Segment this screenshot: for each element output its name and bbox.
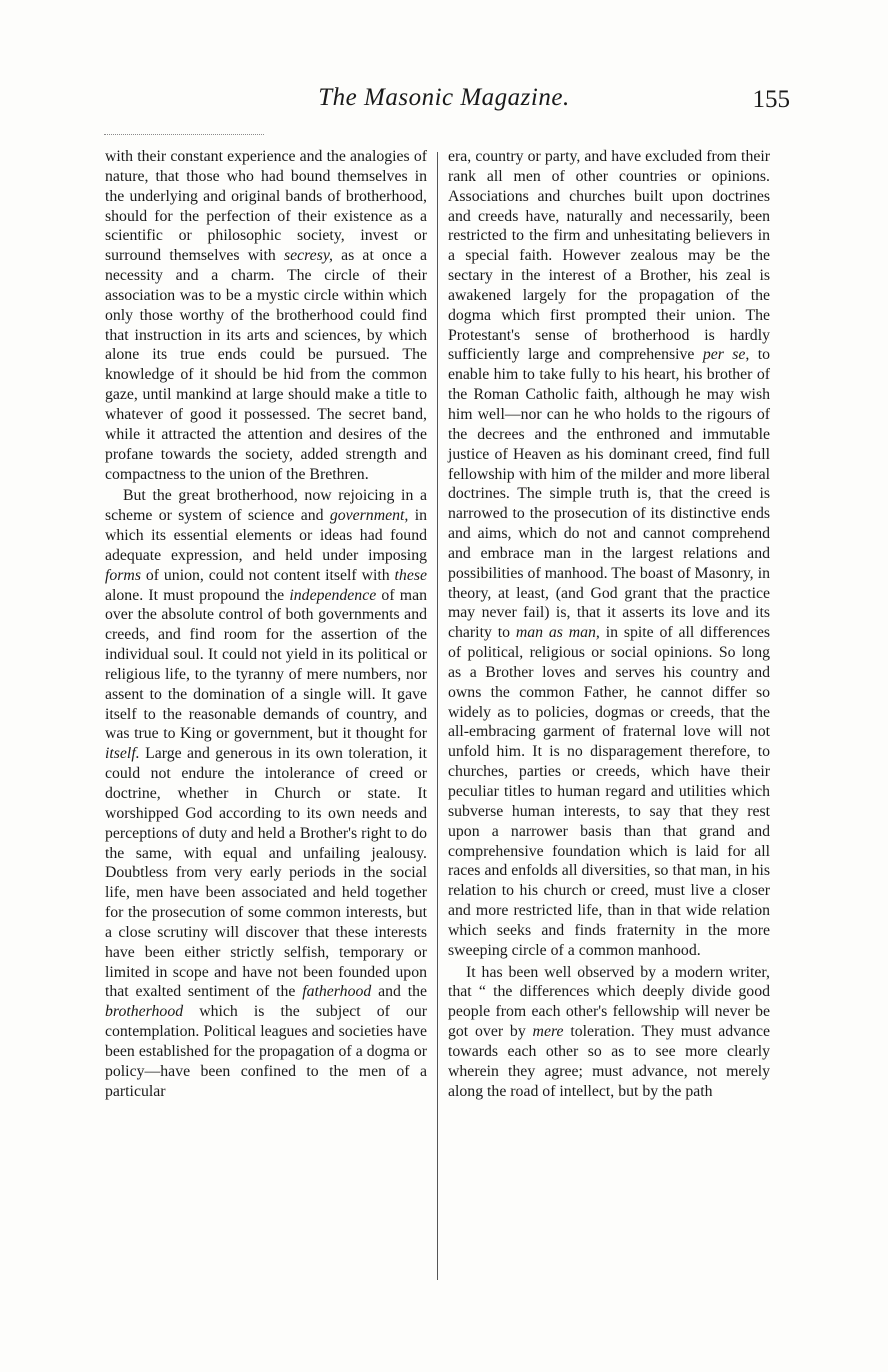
italic-text: fatherhood xyxy=(302,983,372,1001)
text-run: alone. It must propound the xyxy=(105,586,290,604)
paragraph xyxy=(105,147,427,484)
header-rule xyxy=(104,134,264,135)
italic-text: itself. xyxy=(105,745,140,763)
paragraph xyxy=(448,963,770,1102)
running-title: The Masonic Magazine. xyxy=(318,84,570,111)
left-column xyxy=(105,147,427,1102)
text-run: toleration. They must advance towards each other so as to see more clearly wherein they agree; must advance, not merely along the road of intellect, but by the path xyxy=(448,1023,770,1100)
column-divider xyxy=(437,152,438,1280)
italic-text: these xyxy=(394,566,427,584)
text-run: Large and generous in its own toleration, it could not endure the intolerance of creed or doctrine, whether in Church or state. It worshipped God according to its own needs and perceptions of duty and held a Brother's right to do the same, with equal and unfailing jealousy. Doubtless from very early periods in the social life, men have been associated and held together for the prosecution of some common interests, but a close scrutiny will discover that these interests have been either strictly selfish, temporary or limited in scope and have not been founded upon that exalted sentiment of the xyxy=(105,745,427,1001)
paragraph xyxy=(448,147,770,961)
text-run: era, country or party, and have excluded from their rank all men of other countries or opinions. Associations and churches built upon doctrines and creeds have, naturally and necessarily, been restricted to the firm and unhesitating believers in a special faith. However zealous may be the sectary in the interest of a Brother, his zeal is awakened largely for the propagation of the dogma which first prompted their union. The Protestant's sense of brotherhood is hardly sufficiently large and comprehensive xyxy=(448,148,770,364)
italic-text: government, xyxy=(329,507,409,525)
text-run: in spite of all differences of political, religious or social opinions. So long as a Brother loves and serves his country and owns the common Father, he cannot differ so widely as to policies, dogmas or creeds, that the all-embracing garment of fraternal love will not unfold him. It is no disparagement therefore, to churches, parties or creeds, which have their peculiar titles to human regard and utilities which subverse human interests, to say that they rest upon a narrower basis than that grand and comprehensive foundation which is laid for all races and enfolds all diversities, so that man, in his relation to his church or creed, must live a closer and more restricted life, than in that wide relation which seeks and finds fraternity in the more sweeping circle of a common manhood. xyxy=(448,624,770,959)
italic-text: per se, xyxy=(702,346,750,364)
page-header xyxy=(0,84,888,124)
text-run: and the xyxy=(371,983,427,1001)
text-run: with their constant experience and the analogies of nature, that those who had bound themselves in the underlying and original bands of brotherhood, should for the perfection of their existence as a scientific or philosophic society, invest or surround themselves with xyxy=(105,148,427,265)
text-run: of union, could not content itself with xyxy=(141,566,395,584)
right-column xyxy=(448,147,770,1102)
text-run: which is the subject of our contemplation. Political leagues and societies have been established for the propagation of a dogma or policy—have been confined to the men of a particular xyxy=(105,1003,427,1100)
italic-text: independence xyxy=(289,586,377,604)
italic-text: forms xyxy=(105,566,141,584)
italic-text: secresy, xyxy=(283,247,333,265)
page-number: 155 xyxy=(752,86,790,113)
text-run: But the great brotherhood, now rejoicing in a scheme or system of science and xyxy=(105,487,427,525)
text-run: of man over the absolute control of both governments and creeds, and find room for the assertion of the individual soul. It could not yield in its political or religious life, to the tyranny of mere numbers, nor assent to the domination of a single will. It gave itself to the reasonable demands of country, and was true to King or government, but it thought for xyxy=(105,586,427,743)
text-run: to enable him to take fully to his heart, his brother of the Roman Catholic faith, although he may wish him well—nor can he who holds to the rigours of the decrees and the enthroned and immutable justice of Heaven as his dominant creed, find full fellowship with him of the milder and more liberal doctrines. The simple truth is, that the creed is narrowed to the prosecution of its distinctive ends and aims, which do not and cannot comprehend and embrace man in the largest relations and possibilities of manhood. The boast of Masonry, in theory, at least, (and God grant that the practice may never fail) is, that it asserts its love and its charity to xyxy=(448,346,770,642)
paragraph xyxy=(105,486,427,1101)
text-run: It has been well observed by a modern writer, that “ the differences which deeply divide good people from each other's fellowship will never be got over by xyxy=(448,963,770,1041)
italic-text: brotherhood xyxy=(105,1003,184,1021)
text-run: in which its essential elements or ideas had found adequate expression, and held under imposing xyxy=(105,507,427,564)
italic-text: mere xyxy=(532,1023,564,1041)
text-run: as at once a necessity and a charm. The circle of their association was to be a mystic circle within which only those worthy of the brotherhood could find that instruction in its arts and sciences, by which alone its true ends could be pursued. The knowledge of it should be hid from the common gaze, until mankind at large should make a title to whatever of good it possessed. The secret band, while it attracted the attention and desires of the profane towards the society, added strength and compactness to the union of the Brethren. xyxy=(105,247,427,483)
italic-text: man as man, xyxy=(515,624,600,642)
